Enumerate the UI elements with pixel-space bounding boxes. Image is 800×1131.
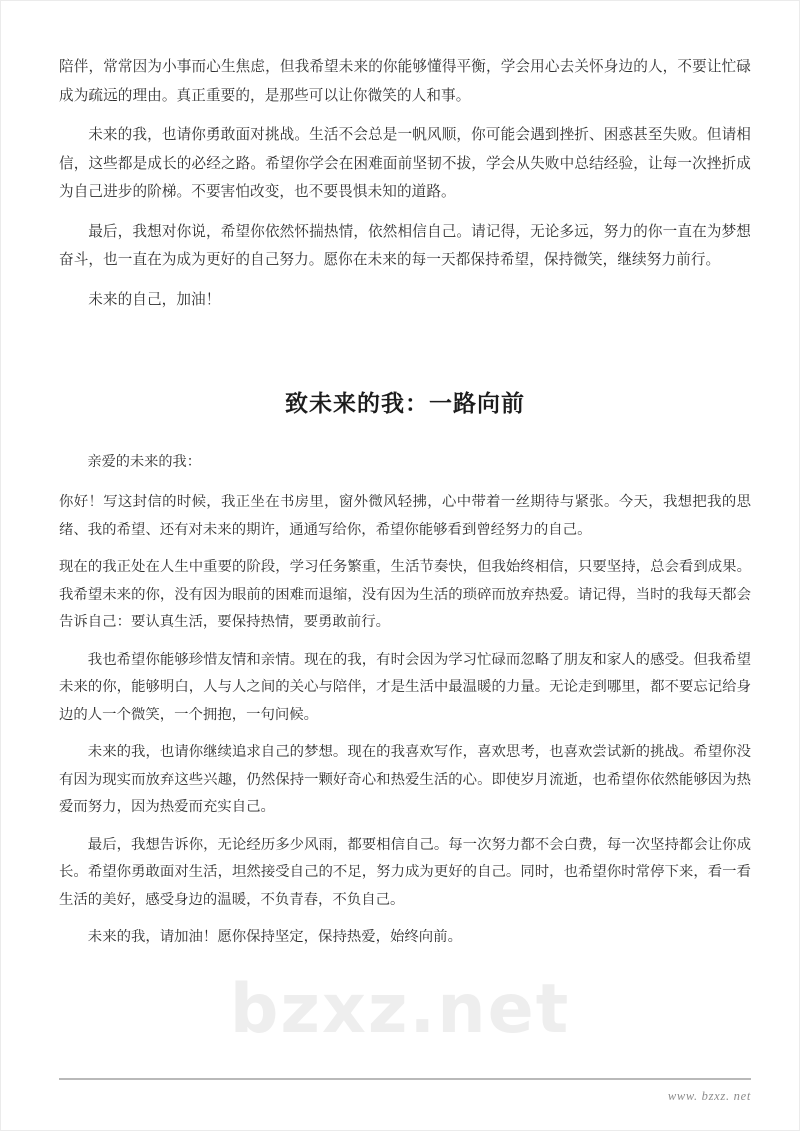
page-footer [59, 1078, 751, 1104]
paragraph: 未来的自己，加油！ [88, 291, 221, 308]
paragraph: 未来的我，请加油！愿你保持坚定，保持热爱，始终向前。 [87, 929, 462, 945]
article-continuation [59, 53, 751, 314]
footer-site-url: www. bzxz. net [667, 1089, 751, 1103]
paragraph: 未来的我，也请你继续追求自己的梦想。现在的我喜欢写作，喜欢思考，也喜欢尝试新的挑战。希望你没有因为现实而放弃这些兴趣，仍然保持一颗好奇心和热爱生活的心。即使岁月流逝，也希望你依然能够因为热爱而努力，因为热爱而充实自己。 [59, 744, 751, 815]
footer-divider [59, 1078, 751, 1080]
paragraph: 现在的我正处在人生中重要的阶段，学习任务繁重，生活节奏快，但我始终相信，只要坚持，总会看到成果。我希望未来的你，没有因为眼前的困难而退缩，没有因为生活的琐碎而放弃热爱。请记得，当时的我每天都会告诉自己：要认真生活，要保持热情，要勇敢前行。 [59, 559, 751, 630]
paragraph: 最后，我想对你说，希望你依然怀揣热情，依然相信自己。请记得，无论多远，努力的你一直在为梦想奋斗，也一直在为成为更好的自己努力。愿你在未来的每一天都保持希望，保持微笑，继续努力前行。 [59, 223, 751, 268]
section-spacer [59, 325, 751, 387]
paragraph: 未来的我，也请你勇敢面对挑战。生活不会总是一帆风顺，你可能会遇到挫折、困惑甚至失败。但请相信，这些都是成长的必经之路。希望你学会在困难面前坚韧不拔，学会从失败中总结经验，让每一次挫折成为自己进步的阶梯。不要害怕改变，也不要畏惧未知的道路。 [59, 127, 751, 200]
document-content [1, 1, 800, 952]
paragraph: 最后，我想告诉你，无论经历多少风雨，都要相信自己。每一次努力都不会白费，每一次坚持都会让你成长。希望你勇敢面对生活，坦然接受自己的不足，努力成为更好的自己。同时，也希望你时常停下来，看一看生活的美好，感受身边的温暖，不负青春，不负自己。 [59, 836, 751, 908]
paragraph: 我也希望你能够珍惜友情和亲情。现在的我，有时会因为学习忙碌而忽略了朋友和家人的感受。但我希望未来的你，能够明白，人与人之间的关心与陪伴，才是生活中最温暖的力量。无论走到哪里，都不要忘记给身边的人一个微笑，一个拥抱，一句问候。 [59, 651, 751, 723]
paragraph: 你好！写这封信的时候，我正坐在书房里，窗外微风轻拂，心中带着一丝期待与紧张。今天，我想把我的思绪、我的希望、还有对未来的期许，通通写给你，希望你能够看到曾经努力的自己。 [59, 494, 751, 538]
paragraph: 陪伴，常常因为小事而心生焦虑，但我希望未来的你能够懂得平衡，学会用心去关怀身边的人，不要让忙碌成为疏远的理由。真正重要的，是那些可以让你微笑的人和事。 [59, 59, 751, 104]
article-main [59, 387, 751, 952]
page-title: 致未来的我：一路向前 [285, 390, 525, 417]
watermark-bzxz: bzxz.net [229, 970, 571, 1049]
salutation: 亲爱的未来的我： [87, 454, 201, 470]
